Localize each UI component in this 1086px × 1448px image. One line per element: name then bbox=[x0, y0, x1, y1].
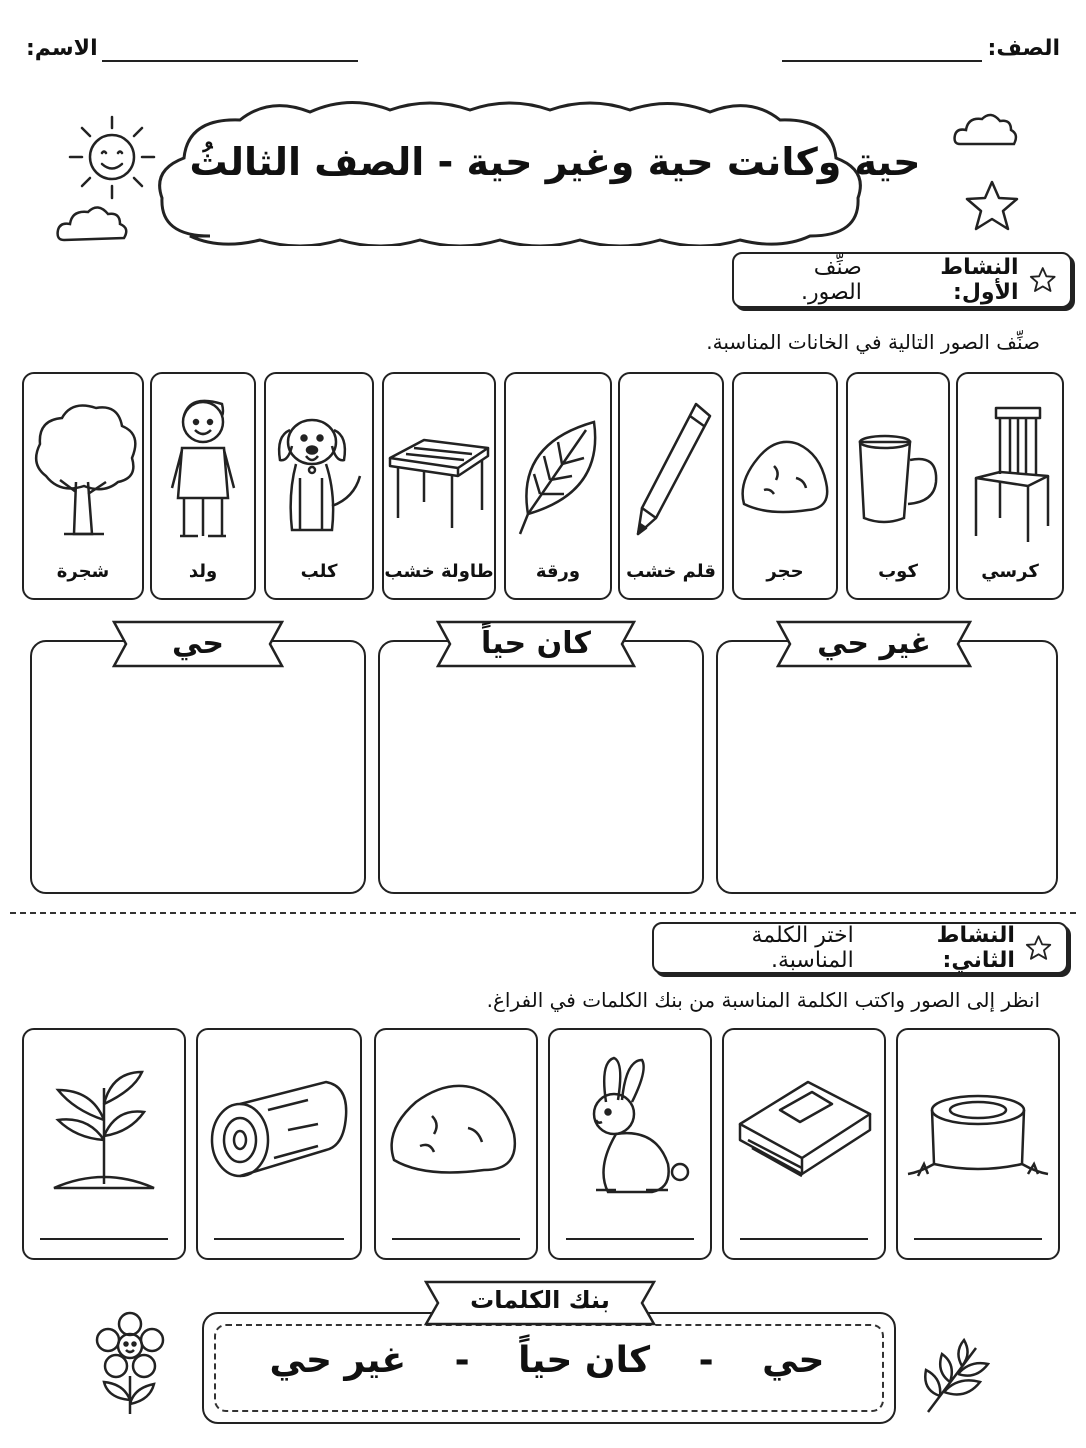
activity2-heading-box bbox=[652, 922, 1068, 974]
card-book[interactable] bbox=[722, 1028, 886, 1260]
activity1-task: صنِّف الصور. bbox=[800, 255, 862, 305]
card-label: ولد bbox=[188, 561, 218, 582]
stone-icon bbox=[734, 386, 836, 556]
card-rock[interactable] bbox=[374, 1028, 538, 1260]
word-bank-word[interactable]: كان حياً bbox=[518, 1340, 651, 1381]
flower-icon bbox=[90, 1310, 170, 1420]
word-bank-word[interactable]: غير حي bbox=[269, 1340, 407, 1381]
card-label: ورقة bbox=[535, 561, 581, 582]
activity2-instruction: انظر إلى الصور واكتب الكلمة المناسبة من بنك الكلمات في الفراغ. bbox=[486, 988, 1040, 1012]
box-title-once-living: كان حياً bbox=[481, 626, 591, 661]
answer-line[interactable] bbox=[392, 1236, 520, 1240]
star-icon bbox=[1025, 934, 1052, 962]
word-bank-separator: - bbox=[698, 1340, 714, 1381]
cloud-icon bbox=[952, 110, 1020, 150]
star-icon bbox=[962, 178, 1022, 234]
pencil-icon bbox=[620, 386, 722, 556]
card-table[interactable] bbox=[382, 372, 496, 600]
name-field[interactable] bbox=[102, 60, 358, 62]
card-label: كلب bbox=[300, 561, 338, 582]
card-label: حجر bbox=[766, 561, 804, 582]
word-bank-separator: - bbox=[454, 1340, 470, 1381]
table-icon bbox=[384, 386, 494, 556]
sort-box-nonliving[interactable] bbox=[716, 640, 1058, 894]
card-tree[interactable] bbox=[22, 372, 144, 600]
class-field[interactable] bbox=[782, 60, 982, 62]
activity1-heading-box bbox=[732, 252, 1072, 308]
name-label: الاسم: bbox=[26, 36, 98, 61]
answer-line[interactable] bbox=[740, 1236, 868, 1240]
answer-line[interactable] bbox=[914, 1236, 1042, 1240]
card-label: طاولة خشب bbox=[384, 561, 494, 582]
card-log[interactable] bbox=[196, 1028, 362, 1260]
card-label: كوب bbox=[878, 561, 918, 582]
card-pencil[interactable] bbox=[618, 372, 724, 600]
boy-icon bbox=[152, 386, 254, 556]
card-stump[interactable] bbox=[896, 1028, 1060, 1260]
card-label: شجرة bbox=[56, 561, 110, 582]
card-chair[interactable] bbox=[956, 372, 1064, 600]
activity2-title: النشاط الثاني: bbox=[936, 923, 1015, 973]
box-title-living: حي bbox=[172, 626, 224, 661]
book-icon bbox=[724, 1040, 884, 1220]
log-icon bbox=[198, 1040, 360, 1220]
card-boy[interactable] bbox=[150, 372, 256, 600]
sort-box-living[interactable] bbox=[30, 640, 366, 894]
card-stone[interactable] bbox=[732, 372, 838, 600]
activity2-task: اختر الكلمة المناسبة. bbox=[751, 923, 854, 973]
cloud-icon bbox=[54, 204, 130, 246]
sort-box-once-living[interactable] bbox=[378, 640, 704, 894]
page-title: حية وكانت حية وغير حية - الصف الثالثُ bbox=[189, 140, 921, 184]
card-label: قلم خشب bbox=[626, 561, 716, 582]
word-bank-words bbox=[214, 1340, 880, 1381]
dog-icon bbox=[266, 386, 372, 556]
chair-icon bbox=[958, 386, 1062, 556]
stump-icon bbox=[898, 1040, 1058, 1220]
card-dog[interactable] bbox=[264, 372, 374, 600]
activity1-instruction: صنِّف الصور التالية في الخانات المناسبة. bbox=[706, 330, 1040, 354]
activity1-title: النشاط الأول: bbox=[940, 255, 1019, 305]
rock-icon bbox=[376, 1040, 536, 1220]
cup-icon bbox=[848, 386, 948, 556]
answer-line[interactable] bbox=[214, 1236, 344, 1240]
sun-icon bbox=[62, 112, 162, 202]
answer-line[interactable] bbox=[566, 1236, 694, 1240]
card-label: كرسي bbox=[981, 561, 1039, 582]
card-rabbit[interactable] bbox=[548, 1028, 712, 1260]
card-sprout[interactable] bbox=[22, 1028, 186, 1260]
sprout-icon bbox=[24, 1040, 184, 1220]
leaf-icon bbox=[506, 386, 610, 556]
box-title-nonliving: غير حي bbox=[817, 626, 931, 661]
section-divider bbox=[10, 912, 1076, 914]
answer-line[interactable] bbox=[40, 1236, 168, 1240]
word-bank-title: بنك الكلمات bbox=[470, 1286, 610, 1314]
tree-icon bbox=[24, 386, 142, 556]
star-icon bbox=[1029, 266, 1056, 294]
card-cup[interactable] bbox=[846, 372, 950, 600]
class-label: الصف: bbox=[987, 36, 1060, 61]
word-bank-word[interactable]: حي bbox=[762, 1340, 825, 1381]
rabbit-icon bbox=[550, 1040, 710, 1220]
leaves-icon bbox=[920, 1336, 990, 1416]
card-leaf[interactable] bbox=[504, 372, 612, 600]
